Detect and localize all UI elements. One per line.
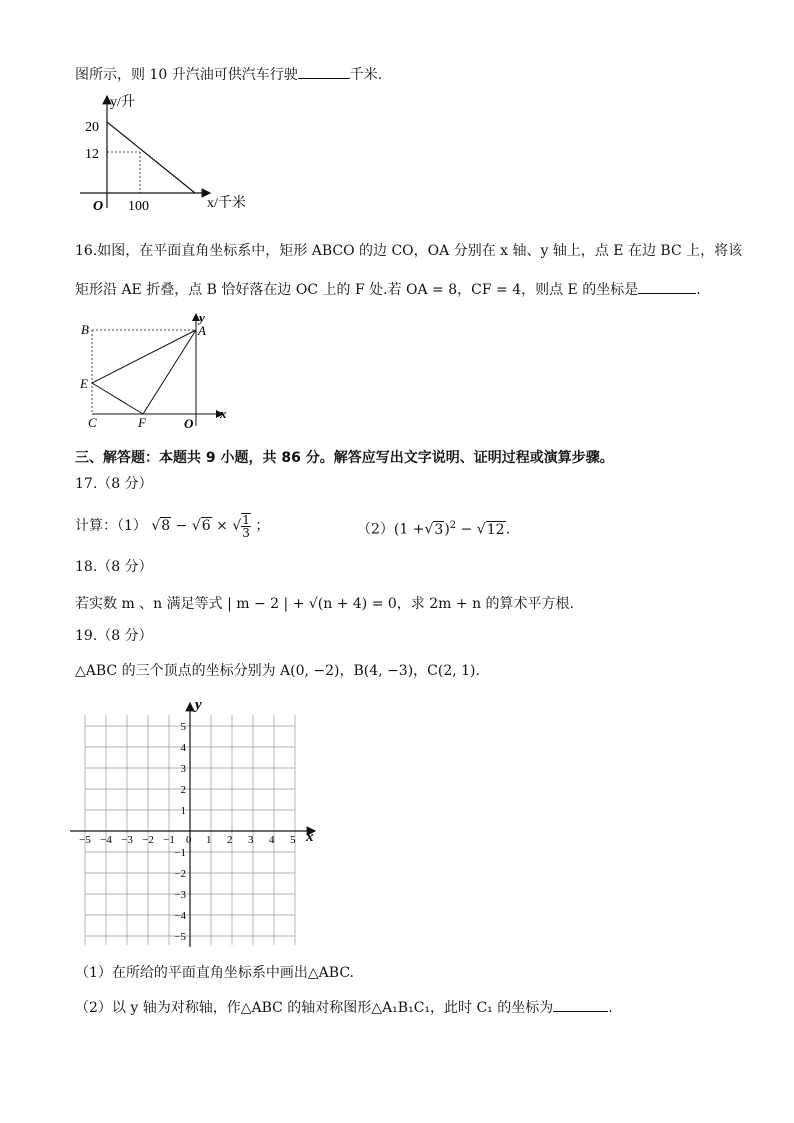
q17-part2-open: (1 + (393, 521, 425, 538)
q19-x-axis-label: x (306, 829, 314, 845)
q19-answer-blank[interactable] (553, 997, 608, 1012)
q17-part2-close: ) (444, 521, 450, 538)
y-tick-label: 1 (180, 805, 186, 817)
q15-ytick-20: 20 (85, 120, 99, 135)
q19-intro: △ABC 的三个顶点的坐标分别为 A(0, −2)，B(4, −3)，C(2, 1). (75, 663, 480, 679)
q17-sqrt12: 12 (486, 521, 505, 538)
x-tick-label: 0 (186, 834, 192, 846)
x-tick-label: −1 (163, 834, 175, 846)
q19-header: 19.（8 分） (75, 628, 153, 644)
q17-frac-num: 1 (242, 513, 250, 527)
q15-answer-blank[interactable] (298, 64, 350, 79)
q16-label-x: x (220, 406, 227, 421)
q19-grid[interactable] (70, 695, 330, 950)
q16-label-f: F (138, 415, 146, 430)
x-tick-label: 1 (206, 834, 212, 846)
q16-label-a: A (198, 323, 206, 338)
x-tick-label: 3 (248, 834, 254, 846)
q17-fraction (241, 513, 251, 539)
q15-line (107, 122, 195, 193)
y-tick-label: −5 (174, 931, 186, 943)
q15-ytick-12: 12 (85, 147, 99, 162)
y-tick-label: 2 (180, 784, 186, 796)
q16-line2-after: . (696, 282, 701, 298)
y-tick-label: −1 (174, 847, 186, 859)
y-tick-label: −2 (174, 868, 186, 880)
q17-minus: − (175, 518, 188, 534)
q15-y-label: y/升 (110, 95, 135, 110)
y-tick-label: 3 (180, 763, 186, 775)
x-tick-label: 4 (269, 834, 275, 846)
q15-text-after: 千米. (349, 67, 383, 83)
q17-part2-end: . (505, 521, 511, 538)
q17-sqrt6: 6 (201, 518, 211, 534)
q16-line-af (143, 330, 196, 414)
q19-part2-after: . (608, 1000, 613, 1016)
q16-line2 (75, 279, 701, 300)
x-tick-label: 5 (290, 834, 296, 846)
q16-figure (78, 312, 238, 430)
x-tick-label: 2 (227, 834, 233, 846)
q16-label-b: B (81, 322, 89, 337)
q17-part2-minus: − (460, 521, 473, 538)
q19-y-ticks (174, 721, 186, 943)
x-tick-label: −4 (100, 834, 112, 846)
y-tick-label: −4 (174, 910, 186, 922)
x-tick-label: −3 (121, 834, 133, 846)
q19-part1: （1）在所给的平面直角坐标系中画出△ABC. (75, 965, 354, 981)
q17-part1-end: ； (255, 518, 270, 534)
x-tick-label: −2 (142, 834, 154, 846)
y-tick-label: 4 (180, 742, 186, 754)
q16-line-ef (92, 383, 143, 414)
q16-line1: 16.如图，在平面直角坐标系中，矩形 ABCO 的边 CO，OA 分别在 x 轴、y 轴上，点 E 在边 BC 上，将该 (75, 243, 743, 259)
q17-sqrt8: 8 (161, 518, 171, 534)
q16-label-e: E (80, 376, 88, 391)
q16-answer-blank[interactable] (638, 279, 696, 294)
q15-text (75, 64, 382, 85)
q16-line2-before: 矩形沿 AE 折叠，点 B 恰好落在边 OC 上的 F 处.若 OA = 8，CF = 4，则点 E 的坐标是 (75, 282, 639, 298)
q15-x-label: x/千米 (207, 196, 246, 211)
q16-label-y: y (199, 312, 205, 325)
q19-x-ticks (79, 834, 296, 846)
y-tick-label: −3 (174, 889, 186, 901)
q16-line-ae (92, 330, 196, 383)
y-tick-label: 5 (180, 721, 186, 733)
q17-part2-label: （2） (357, 521, 394, 538)
x-tick-label: −5 (79, 834, 91, 846)
q17-sqrt3: 3 (434, 521, 444, 538)
q19-part2 (75, 997, 613, 1018)
section3-heading: 三、解答题：本题共 9 小题，共 86 分。解答应写出文字说明、证明过程或演算步骤。 (75, 450, 614, 466)
q19-part2-before: （2）以 y 轴为对称轴，作△ABC 的轴对称图形△A₁B₁C₁，此时 C₁ 的坐标为 (75, 1000, 554, 1016)
q17-part2-exp: 2 (449, 520, 457, 531)
q15-origin-label: O (93, 199, 104, 214)
q17-times: × (216, 518, 228, 534)
q18-text: 若实数 m 、n 满足等式 | m − 2 | + √(n + 4) = 0，求 2m + n 的算术平方根. (75, 596, 574, 612)
q19-y-axis-label: y (195, 697, 202, 713)
q17-part2: $(2)(1 +√3)^2 - √12$. (357, 520, 511, 538)
q17-part1: 计算：（1） √8 − √6 × √ $\frac{1}{3}$ ； (75, 513, 270, 540)
q16-label-c: C (88, 415, 97, 430)
q17-frac-den: 3 (242, 526, 250, 540)
q15-text-before: 图所示，则 10 升汽油可供汽车行驶 (75, 67, 298, 83)
q15-xtick-100: 100 (128, 199, 149, 214)
q15-graph (80, 92, 270, 217)
q16-label-o: O (184, 416, 194, 430)
q17-header: 17.（8 分） (75, 476, 153, 492)
q18-header: 18.（8 分） (75, 559, 153, 575)
q17-part1-label: 计算：（1） (75, 518, 147, 534)
